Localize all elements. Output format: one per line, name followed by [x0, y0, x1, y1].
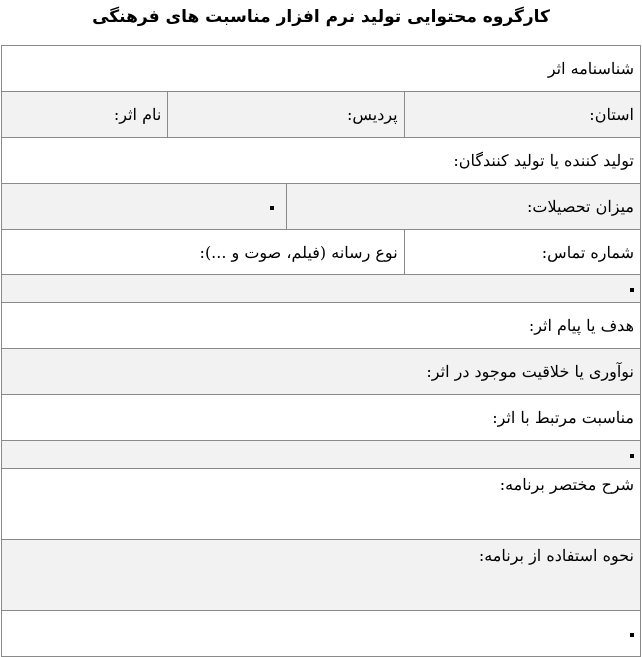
occasion-field[interactable] [2, 395, 641, 441]
section-title: شناسنامه اثر [2, 46, 641, 92]
media-type-field[interactable] [2, 230, 405, 275]
form-row-blank-2 [2, 441, 641, 469]
form-row-blank-3 [2, 611, 641, 657]
education-value[interactable] [2, 184, 287, 230]
form-row-contact [2, 230, 641, 275]
form-row-producers [2, 138, 641, 184]
blank-field-2[interactable] [2, 441, 641, 469]
form-row-education [2, 184, 641, 230]
contact-label: شماره تماس: [541, 242, 634, 262]
form-row-blank-1 [2, 275, 641, 303]
page-title: کارگروه محتوایی تولید نرم افزار مناسبت های فرهنگی [92, 7, 550, 27]
province-label: استان: [589, 105, 634, 124]
form-row-usage [2, 540, 641, 611]
province-field[interactable] [404, 92, 640, 138]
innovation-label: نوآوری یا خلاقیت موجود در اثر: [426, 362, 634, 381]
blank-field-3[interactable] [2, 611, 641, 657]
campus-label: پردیس: [346, 105, 398, 124]
bullet-dot [630, 288, 634, 292]
summary-label: شرح مختصر برنامه: [499, 475, 634, 494]
form-row-occasion [2, 395, 641, 441]
education-field[interactable] [287, 184, 641, 230]
goal-field[interactable] [2, 303, 641, 349]
form-row-innovation [2, 349, 641, 395]
bullet-dot [270, 206, 274, 210]
blank-field-1[interactable] [2, 275, 641, 303]
summary-field[interactable] [2, 469, 641, 540]
usage-field[interactable] [2, 540, 641, 611]
occasion-label: مناسبت مرتبط با اثر: [492, 408, 634, 427]
form-row-goal [2, 303, 641, 349]
form-row-summary [2, 469, 641, 540]
campus-field[interactable] [168, 92, 404, 138]
work-id-form [1, 45, 641, 657]
media-type-label: نوع رسانه (فیلم، صوت و ...): [199, 242, 398, 262]
work-name-field[interactable] [2, 92, 168, 138]
bullet-dot [630, 454, 634, 458]
producers-field[interactable] [2, 138, 641, 184]
work-name-label: نام اثر: [113, 105, 162, 124]
contact-field[interactable] [404, 230, 640, 275]
form-row-location [2, 92, 641, 138]
bullet-dot [630, 633, 634, 637]
education-label: میزان تحصیلات: [527, 197, 634, 216]
innovation-field[interactable] [2, 349, 641, 395]
goal-label: هدف یا پیام اثر: [528, 316, 634, 335]
producers-label: تولید کننده یا تولید کنندگان: [453, 151, 634, 170]
usage-label: نحوه استفاده از برنامه: [478, 546, 634, 565]
form-row-section [2, 46, 641, 92]
